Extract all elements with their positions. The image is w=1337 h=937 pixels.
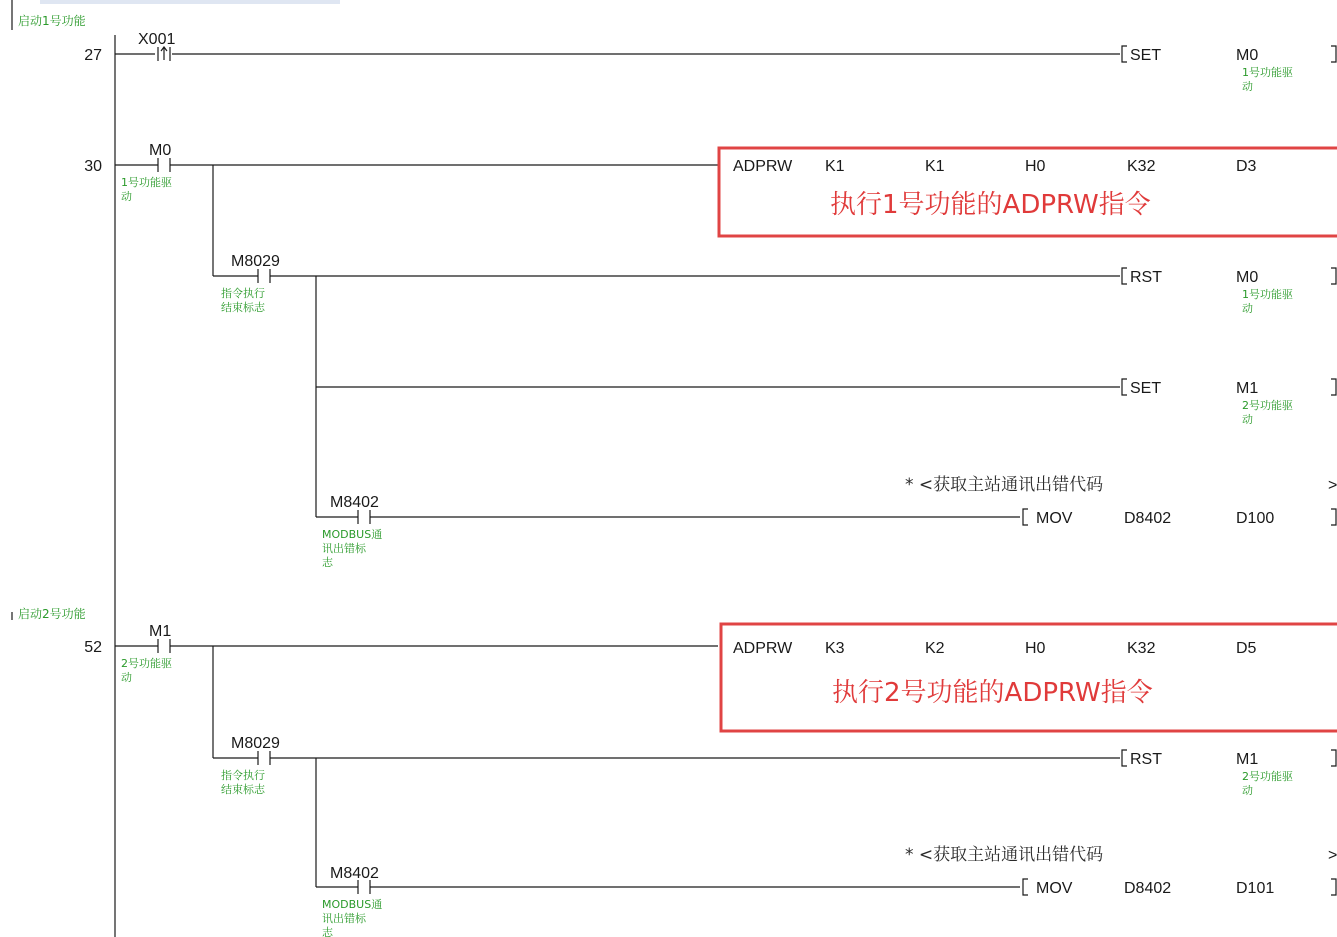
adprw-instruction[interactable] (733, 640, 1257, 657)
contact-comment: 结束标志 (221, 301, 265, 314)
mov-instruction[interactable] (1023, 509, 1336, 527)
cropped-title-bar (40, 0, 340, 4)
contact-comment: 志 (322, 556, 333, 569)
coil-op: RST (1130, 269, 1162, 286)
step-number: 30 (84, 158, 102, 175)
contact-comment: 讯出错标 (322, 912, 366, 925)
rung-52[interactable] (115, 623, 1337, 937)
no-contact[interactable] (158, 158, 170, 172)
coil-arg: D101 (1236, 880, 1275, 897)
coil-op: SET (1130, 47, 1162, 64)
rst-coil[interactable] (1122, 750, 1336, 797)
step-number: 52 (84, 639, 102, 656)
coil-arg: M0 (1236, 269, 1259, 286)
note-end-mark: > (1328, 477, 1337, 494)
contact-device: M8402 (330, 865, 379, 882)
contact-comment: 结束标志 (221, 783, 265, 796)
adprw-instruction[interactable] (733, 158, 1257, 175)
no-contact[interactable] (258, 269, 270, 283)
coil-arg: H0 (1025, 640, 1046, 657)
mov-instruction[interactable] (1023, 879, 1336, 897)
coil-op: MOV (1036, 880, 1073, 897)
statement-note: * <获取主站通讯出错代码 (905, 475, 1104, 495)
rung-30[interactable] (115, 142, 1337, 569)
coil-arg: D100 (1236, 510, 1275, 527)
no-contact[interactable] (358, 880, 370, 894)
contact-comment: MODBUS通 (322, 898, 383, 911)
coil-arg: K3 (825, 640, 845, 657)
contact-comment: 动 (121, 190, 132, 203)
coil-comment: 1号功能驱 (1242, 66, 1293, 79)
contact-device: M8029 (231, 735, 280, 752)
coil-arg: M0 (1236, 47, 1259, 64)
coil-comment: 动 (1242, 784, 1253, 797)
rst-coil[interactable] (1122, 268, 1336, 315)
contact-comment: 动 (121, 671, 132, 684)
contact-comment: 志 (322, 926, 333, 937)
contact-comment: 2号功能驱 (121, 657, 172, 670)
annotation-text: 执行1号功能的ADPRW指令 (830, 190, 1151, 220)
note-end-mark: > (1328, 847, 1337, 864)
coil-arg: D8402 (1124, 510, 1172, 527)
coil-arg: K32 (1127, 640, 1156, 657)
set-coil[interactable] (1122, 379, 1336, 426)
coil-arg: K32 (1127, 158, 1156, 175)
no-contact[interactable] (158, 639, 170, 653)
no-contact[interactable] (358, 510, 370, 524)
coil-comment: 动 (1242, 80, 1253, 93)
coil-comment: 动 (1242, 302, 1253, 315)
coil-op: ADPRW (733, 158, 793, 175)
coil-arg: K2 (925, 640, 945, 657)
coil-comment: 1号功能驱 (1242, 288, 1293, 301)
set-coil[interactable] (1122, 46, 1336, 93)
rung-27[interactable] (115, 31, 1336, 93)
coil-op: RST (1130, 751, 1162, 768)
contact-comment: 指令执行 (221, 769, 265, 782)
coil-op: MOV (1036, 510, 1073, 527)
coil-arg: M1 (1236, 380, 1259, 397)
contact-device: M8029 (231, 253, 280, 270)
contact-device: M0 (149, 142, 172, 159)
coil-arg: K1 (925, 158, 945, 175)
coil-arg: M1 (1236, 751, 1259, 768)
coil-arg: H0 (1025, 158, 1046, 175)
step-number: 27 (84, 47, 102, 64)
contact-device: M8402 (330, 494, 379, 511)
rising-edge-contact[interactable] (158, 47, 170, 61)
coil-arg: D3 (1236, 158, 1257, 175)
coil-comment: 2号功能驱 (1242, 399, 1293, 412)
coil-arg: D5 (1236, 640, 1257, 657)
coil-op: SET (1130, 380, 1162, 397)
coil-op: ADPRW (733, 640, 793, 657)
contact-comment: 1号功能驱 (121, 176, 172, 189)
no-contact[interactable] (258, 751, 270, 765)
coil-arg: K1 (825, 158, 845, 175)
segment-label: 启动1号功能 (18, 14, 86, 28)
contact-comment: MODBUS通 (322, 528, 383, 541)
contact-comment: 讯出错标 (322, 542, 366, 555)
contact-device: M1 (149, 623, 172, 640)
contact-comment: 指令执行 (221, 287, 265, 300)
annotation-text: 执行2号功能的ADPRW指令 (832, 678, 1153, 708)
segment-label: 启动2号功能 (18, 607, 86, 621)
coil-arg: D8402 (1124, 880, 1172, 897)
statement-note: * <获取主站通讯出错代码 (905, 845, 1104, 865)
coil-comment: 动 (1242, 413, 1253, 426)
coil-comment: 2号功能驱 (1242, 770, 1293, 783)
contact-device: X001 (138, 31, 176, 48)
